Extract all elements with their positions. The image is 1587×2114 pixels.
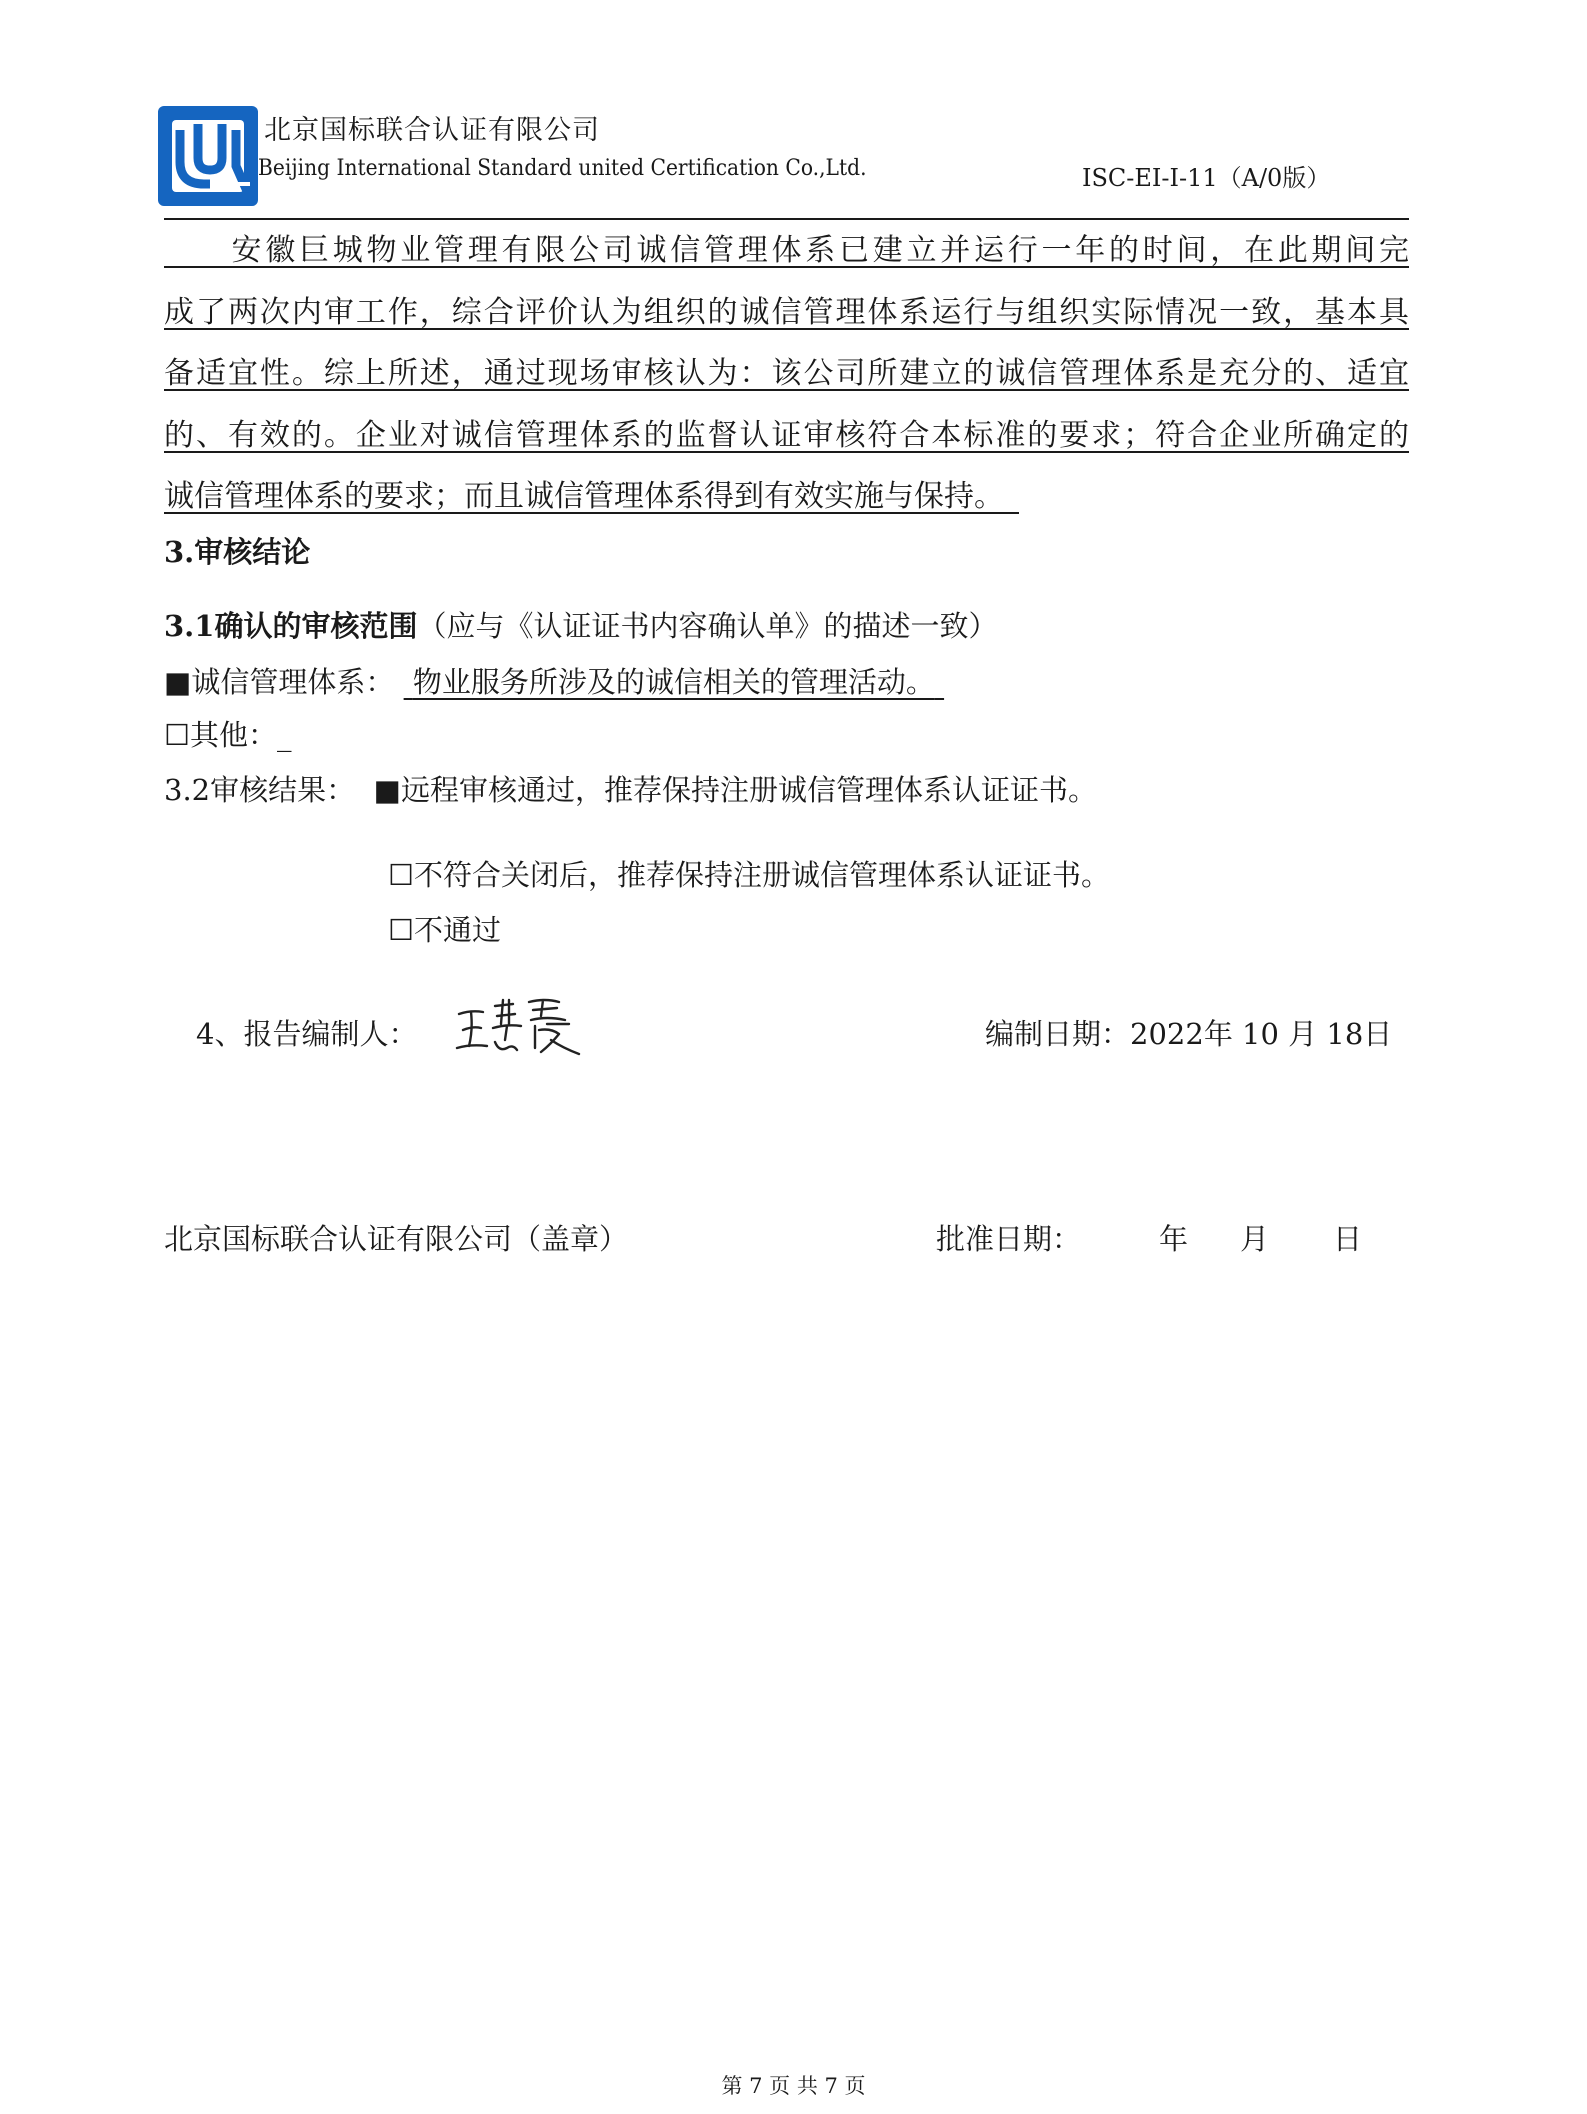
other-scope-label: ☐其他：	[164, 718, 277, 752]
approval-month: 月	[1240, 1222, 1270, 1256]
company-name-en: Beijing International Standard united Certification Co.,Ltd.	[258, 156, 867, 181]
result-option-pass: ■远程审核通过，推荐保持注册诚信管理体系认证证书。	[373, 773, 1097, 807]
result-label: 3.2审核结果：	[164, 773, 356, 807]
approval-date-label: 批准日期：	[936, 1222, 1082, 1256]
scope-item-row	[164, 660, 944, 701]
section-heading-conclusion: 3.审核结论	[164, 535, 311, 569]
page-number: 第 7 页 共 7 页	[721, 2074, 866, 2098]
preparation-date	[985, 1012, 1392, 1053]
scope-note: （应与《认证证书内容确认单》的描述一致）	[417, 609, 998, 643]
handwritten-signature	[455, 996, 589, 1060]
preparation-date-label: 编制日期：	[985, 1017, 1131, 1051]
result-option-after-closure: ☐不符合关闭后，推荐保持注册诚信管理体系认证证书。	[388, 858, 1110, 892]
result-row	[164, 768, 1097, 809]
company-name-cn: 北京国标联合认证有限公司	[264, 115, 600, 146]
approval-year: 年	[1159, 1222, 1189, 1256]
summary-paragraph	[164, 220, 1409, 528]
approval-day: 日	[1333, 1222, 1363, 1256]
summary-line: 备适宜性。综上所述，通过现场审核认为：该公司所建立的诚信管理体系是充分的、适宜	[164, 356, 1409, 391]
preparer-label: 4、报告编制人：	[196, 1017, 418, 1051]
company-logo-icon	[158, 106, 258, 206]
approval-date	[936, 1217, 1362, 1258]
summary-line: 的、有效的。企业对诚信管理体系的监督认证审核符合本标准的要求；符合企业所确定的	[164, 417, 1409, 453]
other-scope-value: _	[277, 718, 292, 752]
scope-item-value: 物业服务所涉及的诚信相关的管理活动。	[412, 665, 935, 699]
scope-item-label: ■诚信管理体系：	[164, 665, 395, 699]
summary-line: 成了两次内审工作，综合评价认为组织的诚信管理体系运行与组织实际情况一致，基本具	[164, 294, 1409, 330]
scope-heading-row	[164, 604, 997, 645]
preparation-date-value: 2022年 10 月 18日	[1130, 1017, 1393, 1051]
document-code: ISC-EI-I-11（A/0版）	[1082, 164, 1331, 192]
company-seal-line: 北京国标联合认证有限公司（盖章）	[164, 1222, 629, 1256]
summary-line: 诚信管理体系的要求；而且诚信管理体系得到有效实施与保持。	[164, 479, 989, 514]
result-option-fail: ☐不通过	[388, 913, 501, 947]
scope-heading: 3.1确认的审核范围	[164, 609, 418, 643]
other-scope-row	[164, 713, 292, 754]
summary-line: 安徽巨城物业管理有限公司诚信管理体系已建立并运行一年的时间，在此期间完	[164, 233, 1409, 268]
